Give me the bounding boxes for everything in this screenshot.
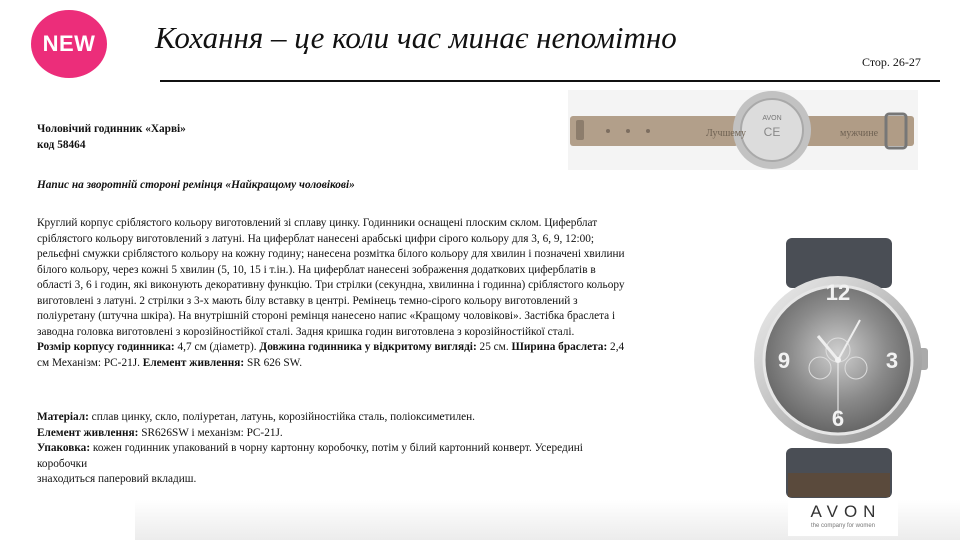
packaging-line [37, 441, 583, 457]
packaging-label: Упаковка: [37, 442, 91, 454]
description-line: рельєфні смужки сріблястого кольору на кожну годину; нанесена розмітка білого кольору для хвилин і позначені хвилини [37, 248, 625, 260]
svg-text:AVON: AVON [762, 115, 782, 122]
packaging-line-3: знаходиться паперовий вкладиш. [37, 473, 197, 485]
packaging-value: кожен годинник упакований в чорну картонну коробочку, потім у білий картонний конверт. Усередині [90, 442, 583, 454]
battery-value: SR626SW і механізм: PC-21J. [138, 426, 283, 439]
description [37, 216, 625, 371]
battery-label: Елемент живлення: [37, 426, 139, 439]
description-line: заводна головка виготовлені з корозійностійкої сталі. Задня кришка годин виготовлена з корозійностійкої сталі. [37, 325, 575, 338]
inscription-note: Напис на зворотній стороні ремінця «Найкращому чоловікові» [37, 179, 355, 191]
description-line: області 3, 6 і годин, які виконують декоративну функцію. Три стрілки (секундна, хвилинна і годинна) сріблястого кольору [37, 279, 625, 291]
specs-line-1 [37, 340, 625, 356]
strap-width-value: 2,4 [607, 341, 625, 353]
material-line [37, 410, 583, 426]
page-reference: Стор. 26-27 [862, 55, 921, 69]
dial-number-9: 9 [777, 348, 791, 373]
description-line: білого кольору, через кожні 5 хвилин (5, 10, 15 і т.ін.). На циферблат нанесені зображення додаткових циферблатів в [37, 263, 596, 276]
dial-number-3: 3 [885, 348, 899, 373]
battery-line [37, 426, 583, 442]
battery-value: SR 626 SW. [244, 356, 303, 369]
description-line: сріблястого кольору виготовлений з латуні. На циферблат нанесені арабські цифри сірого кольору для 3, 6, 9, 12:00; [37, 232, 595, 245]
product-heading [37, 122, 186, 153]
description-line: виготовлені з латуні. 2 стрілки з 3-х мають білу вставку в центрі. Ремінець темно-сірого кольору виготовлений з [37, 294, 578, 307]
product-code: код 58464 [37, 138, 86, 151]
material-value: сплав цинку, скло, поліуретан, латунь, корозійностійка сталь, поліоксиметилен. [88, 411, 475, 423]
strap-width-label: Ширина браслета: [511, 341, 608, 353]
new-badge [31, 10, 107, 78]
dial-number-12: 12 [825, 280, 851, 305]
strap-inscription-right: мужчине [840, 128, 879, 139]
new-badge-label: NEW [42, 31, 96, 56]
watch-back-strap-image [568, 90, 918, 170]
description-line: поліуретану (штучна шкіра). На внутрішній стороні ремінця нанесено напис «Кращому чоловікові». Застібка браслета і [37, 310, 616, 322]
avon-logo [788, 500, 898, 536]
svg-text:CE: CE [763, 125, 781, 139]
battery-label: Елемент живлення: [142, 356, 245, 369]
length-value: 25 см. [476, 341, 512, 353]
description-line: Круглий корпус сріблястого кольору виготовлений зі сплаву цинку. Годинники оснащені плоским склом. Циферблат [37, 217, 598, 229]
specs-line-2 [37, 356, 625, 372]
materials-block [37, 410, 583, 488]
avon-logo-tagline: the company for women [810, 523, 876, 529]
avon-logo-word: AVON [810, 502, 882, 521]
product-name: Чоловічий годинник «Харві» [37, 123, 186, 135]
case-size-label: Розмір корпусу годинника: [37, 341, 175, 353]
dial-number-6: 6 [831, 406, 845, 431]
case-size-value: 4,7 см (діаметр). [174, 341, 260, 353]
material-label: Матеріал: [37, 411, 89, 423]
packaging-line-2: коробочки [37, 457, 88, 470]
header-divider [160, 80, 940, 82]
page-title: Кохання – це коли час минає непомітно [155, 20, 677, 55]
strap-inscription-left: Лучшему [706, 128, 747, 139]
mechanism-text: см Механізм: PC-21J. [37, 356, 143, 369]
watch-front-image [748, 238, 930, 498]
length-label: Довжина годинника у відкритому вигляді: [259, 341, 477, 353]
